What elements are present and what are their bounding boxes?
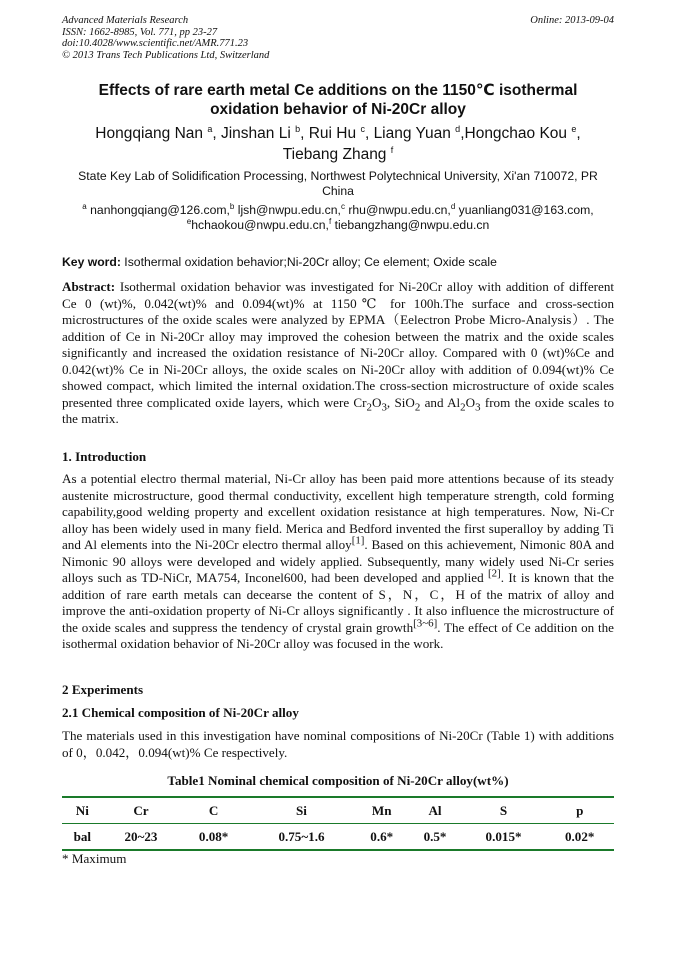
experiments-paragraph: The materials used in this investigation have nominal compositions of Ni-20Cr (Table 1) with additions of 0，0.042，0.094(wt)% Ce respectively.: [62, 728, 614, 760]
table-cell: 0.5*: [408, 824, 461, 851]
abstract-text: , SiO: [386, 394, 415, 410]
email-link[interactable]: hchaokou@nwpu.edu.cn,: [191, 218, 329, 232]
email-link[interactable]: nanhongqiang@126.com,: [90, 203, 230, 217]
journal-header: [62, 15, 269, 61]
author-mark: f: [390, 144, 394, 155]
journal-doi: doi:10.4028/www.scientific.net/AMR.771.23: [62, 38, 249, 49]
subscript: 2: [414, 401, 421, 414]
title-line-1: Effects of rare earth metal Ce additions on the 1150℃ isothermal: [98, 82, 578, 99]
abstract-text: O: [371, 394, 382, 410]
email-list: [62, 203, 614, 233]
journal-issn: ISSN: 1662-8985, Vol. 771, pp 23-27: [62, 26, 218, 38]
table-caption: Table1 Nominal chemical composition of Ni-20Cr alloy(wt%): [167, 773, 509, 788]
table-header-cell: Si: [248, 797, 355, 824]
citation-link[interactable]: [3~6]: [413, 617, 438, 630]
table-header-cell: Al: [408, 797, 461, 824]
author-list: Hongqiang Nan $^a$, Jinshan Li $^b$, Rui Hu $^c$, Liang Yuan $^d$,Hongchao Kou $^e$, Tiebang Zhang $^f$: [95, 123, 581, 163]
table-cell: 20~23: [103, 824, 180, 851]
email-mark: a: [82, 201, 87, 211]
abstract-label: Abstract:: [62, 279, 116, 294]
table-row: [62, 824, 614, 851]
section-heading-experiments: 2 Experiments: [62, 682, 144, 697]
body-text: As a potential electro thermal material, Ni-Cr alloy has been paid more attentions because of its steady austenite microstructure, good thermal conductivity, excellent high temperature strength, cold forming capability,good welding property and excellent oxidation resistance at high temperatures. Now, Ni-Cr alloy has been widely used in many field. Merica and Bedford invented the first superalloy by adding Ti and Al elements into the Ni-20Cr electro thermal alloy: [62, 471, 614, 552]
author-name: Hongchao Kou: [464, 125, 568, 142]
keywords-label: Key word:: [62, 255, 121, 269]
table-header-cell: C: [179, 797, 248, 824]
journal-name: Advanced Materials Research: [62, 15, 189, 26]
table-cell: bal: [62, 824, 103, 851]
table-cell: 0.08*: [179, 824, 248, 851]
citation-link[interactable]: [1]: [351, 534, 365, 547]
subscript: 2: [460, 401, 466, 414]
paper-title: [62, 81, 614, 119]
author-mark: c: [360, 123, 365, 134]
body-text: . The effect of Ce addition on the isothermal oxidation behavior of Ni-20Cr alloy was focused in the work.: [62, 619, 614, 651]
author-mark: a: [207, 123, 213, 134]
subsection-heading-composition: 2.1 Chemical composition of Ni-20Cr alloy: [62, 705, 299, 720]
section-heading-introduction: 1. Introduction: [62, 449, 147, 464]
table-footnote: * Maximum: [62, 851, 127, 866]
affiliation-line-1: State Key Lab of Solidification Processing, Northwest Polytechnical University, Xi'an 710072, PR: [78, 169, 598, 183]
subscript: 2: [366, 401, 372, 414]
email-mark: b: [229, 201, 235, 211]
abstract-text: O: [465, 394, 476, 410]
author-name: Tiebang Zhang: [282, 146, 387, 163]
keywords-text: Isothermal oxidation behavior;Ni-20Cr alloy; Ce element; Oxide scale: [120, 255, 497, 269]
author-mark: b: [295, 123, 301, 134]
introduction-paragraph: [62, 471, 614, 653]
table-cell: 0.6*: [355, 824, 408, 851]
email-link[interactable]: tiebangzhang@nwpu.edu.cn: [334, 218, 490, 232]
email-mark: f: [328, 216, 332, 226]
email-mark: c: [340, 201, 345, 211]
email-link[interactable]: ljsh@nwpu.edu.cn,: [237, 203, 341, 217]
journal-copyright: © 2013 Trans Tech Publications Ltd, Switzerland: [62, 49, 270, 61]
online-date: Online: 2013-09-04: [530, 15, 614, 26]
email-link[interactable]: yuanliang031@163.com,: [458, 203, 594, 217]
citation-link[interactable]: [2]: [488, 567, 501, 580]
abstract: [62, 279, 614, 428]
author-mark: e: [571, 123, 577, 134]
body-text: . Based on this achievement, Nimonic 80A and Nimonic 90 alloys were developed and widely applied. Subsequently, many widely used Ni-Cr series alloys such as TD-NiCr, MA754, Inconel600, had been developed and applied: [62, 537, 614, 585]
author-name: Jinshan Li: [220, 125, 291, 142]
email-mark: d: [450, 201, 456, 211]
author-name: Hongqiang Nan: [95, 125, 204, 142]
table-header-cell: Ni: [62, 797, 103, 824]
composition-table: [62, 796, 614, 851]
keywords: [62, 255, 614, 269]
subscript: 3: [381, 401, 387, 414]
title-line-2: oxidation behavior of Ni-20Cr alloy: [210, 101, 466, 118]
table-header-row: [62, 797, 614, 824]
subscript: 3: [475, 401, 481, 414]
table-header-cell: S: [462, 797, 546, 824]
abstract-text: and Al: [420, 394, 461, 410]
abstract-text: from the oxide scales to the matrix.: [62, 394, 614, 426]
author-mark: d: [455, 123, 461, 134]
email-link[interactable]: rhu@nwpu.edu.cn,: [348, 203, 451, 217]
affiliation-line-2: China: [322, 184, 354, 198]
affiliation: [62, 169, 614, 199]
table-header-cell: p: [545, 797, 614, 824]
table-cell: 0.015*: [462, 824, 546, 851]
abstract-text: Isothermal oxidation behavior was investigated for Ni-20Cr alloy with addition of different Ce 0 (wt)%, 0.042(wt)% and 0.094(wt)% at 1150℃ for 100h.The surface and cross-section microstructures of the oxide scales were analyzed by EPMA（Eelectron Probe Micro-Analysis）. The addition of Ce in Ni-20Cr alloy may improved the cohesion between the matrix and the oxide scales significantly and increased the oxidation resistance of Ni-20Cr alloy. Compared with 0 (wt)%Ce and 0.042(wt)% Ce in Ni-20Cr alloys, the oxide scales on Ni-20Cr alloy with addition of 0.094(wt)% Ce showed compact, which limited the internal oxidation.The cross-section microstructure of oxide scales presented three complicated oxide layers, which were Cr: [62, 279, 614, 410]
table-cell: 0.75~1.6: [248, 824, 355, 851]
table-header-cell: Mn: [355, 797, 408, 824]
table-header-cell: Cr: [103, 797, 180, 824]
body-text: . It is known that the addition of rare earth metals can decearse the content of S，N，C，H of the matrix of alloy and improve the anti-oxidation property of Ni-Cr alloys significantly . It also influence the microstructure of the oxide scales and suppress the tendency of crystal grain growth: [62, 570, 614, 635]
author-name: Liang Yuan: [373, 125, 451, 142]
table-cell: 0.02*: [545, 824, 614, 851]
email-mark: e: [186, 216, 192, 226]
author-name: Rui Hu: [308, 125, 357, 142]
